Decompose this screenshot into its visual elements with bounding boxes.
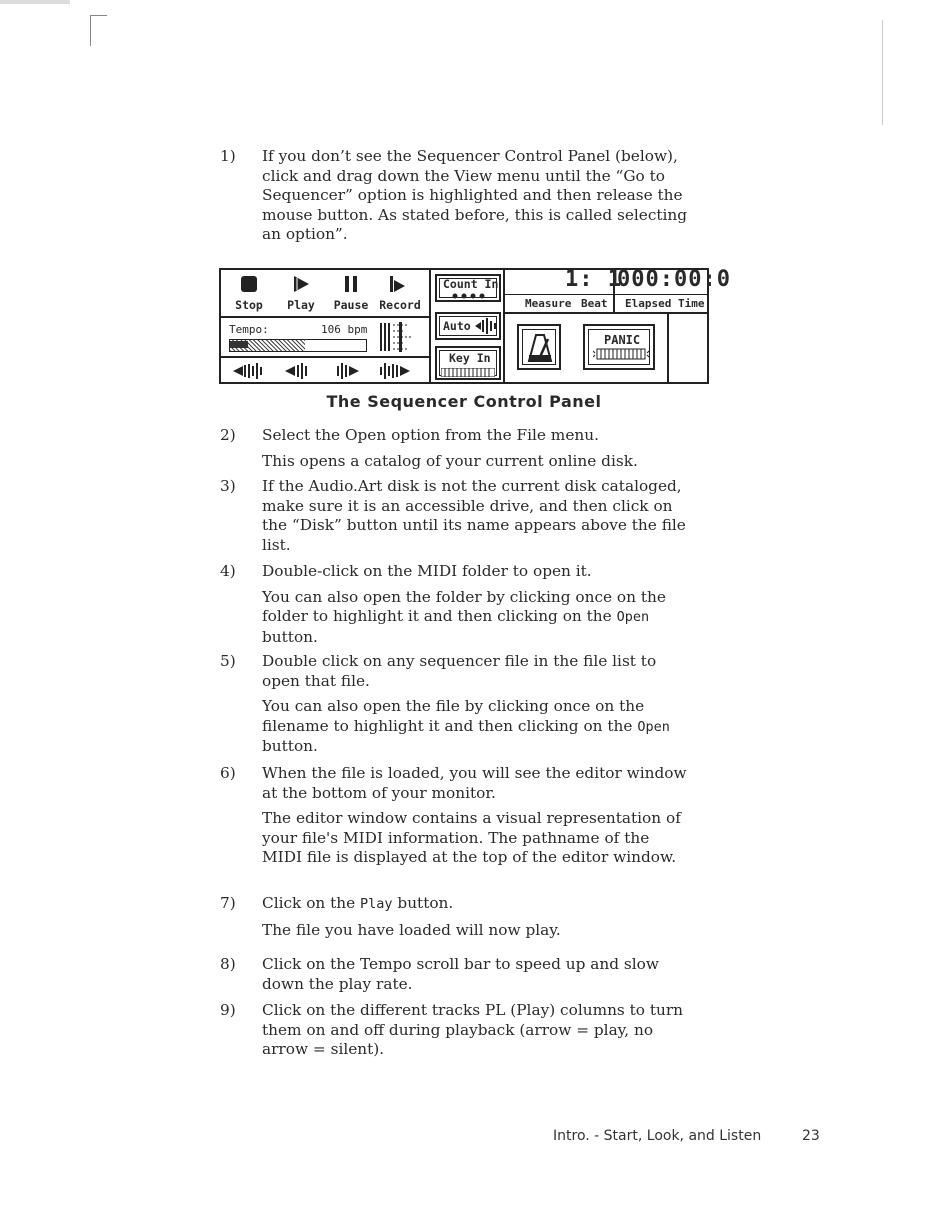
- step-text: Double-click on the MIDI folder to open it.: [262, 562, 592, 580]
- auto-wave-icon: [475, 318, 497, 334]
- keyboard-icon: [441, 368, 495, 377]
- panic-label: PANIC: [604, 333, 641, 347]
- step-number: 1): [220, 147, 236, 165]
- step-number: 5): [220, 652, 236, 670]
- step-number: 8): [220, 955, 236, 973]
- step-number: 4): [220, 562, 236, 580]
- key-in-button[interactable]: [435, 346, 501, 380]
- tempo-control: [221, 319, 431, 355]
- stop-button[interactable]: [223, 270, 275, 316]
- auto-label: Auto: [443, 319, 471, 333]
- rewind-fast-icon[interactable]: [233, 363, 267, 379]
- step-text: Click on the Tempo scroll bar to speed up and slow down the play rate.: [262, 955, 659, 993]
- step-number: 6): [220, 764, 236, 782]
- step-note: You can also open the folder by clicking once on the folder to highlight it and then clicking on the Open button.: [262, 587, 666, 646]
- tempo-value: 106 bpm: [321, 323, 368, 336]
- step-8: [220, 955, 690, 994]
- tempo-thumb[interactable]: [230, 341, 248, 348]
- scan-smudge: [0, 0, 70, 4]
- tempo-scroll-bar[interactable]: [229, 339, 367, 352]
- play-button[interactable]: [275, 270, 327, 316]
- step-text: Select the Open option from the File menu.: [262, 426, 599, 444]
- rewind-forward-controls: [221, 359, 431, 383]
- step-9: [220, 1001, 690, 1060]
- step-number: 9): [220, 1001, 236, 1019]
- beat-label: Beat: [581, 297, 608, 310]
- step-text: If the Audio.Art disk is not the current disk cataloged, make sure it is an accessible drive, and then click on the “Disk” button until its name appears above the file list.: [262, 477, 686, 554]
- step-text: When the file is loaded, you will see the editor window at the bottom of your monitor.: [262, 764, 687, 802]
- pause-button[interactable]: [325, 270, 377, 316]
- auto-button[interactable]: [435, 312, 501, 340]
- step-text: Click on the Play button.: [262, 894, 454, 912]
- step-5: [220, 652, 690, 757]
- key-in-label: Key In: [449, 351, 491, 365]
- step-2: [220, 426, 690, 471]
- forward-fast-icon[interactable]: [379, 363, 413, 379]
- figure-caption: The Sequencer Control Panel: [326, 392, 602, 411]
- step-number: 2): [220, 426, 236, 444]
- footer-section-title: Intro. - Start, Look, and Listen: [553, 1128, 762, 1144]
- forward-icon[interactable]: [335, 363, 369, 379]
- step-3: [220, 477, 690, 555]
- step-7: [220, 894, 690, 940]
- step-number: 7): [220, 894, 236, 912]
- transport-controls: [221, 270, 431, 316]
- count-in-label: Count In: [443, 277, 499, 291]
- play-icon: [291, 274, 311, 294]
- step-text: If you don’t see the Sequencer Control Panel (below), click and drag down the View menu until the “Go to Sequencer” option is highlighted and then release the mouse button. As stated before, this is called selecting an option”.: [262, 147, 688, 243]
- count-in-button[interactable]: [435, 274, 501, 302]
- crop-mark: [90, 15, 107, 46]
- tempo-meter-icon: [379, 321, 419, 353]
- play-button-ref: Play: [360, 896, 393, 912]
- count-dots-icon: [451, 293, 487, 299]
- metronome-button[interactable]: [517, 324, 561, 370]
- pause-icon: [341, 274, 361, 294]
- metronome-icon: [527, 333, 553, 363]
- panic-button[interactable]: [583, 324, 655, 370]
- panic-keyboard-icon: [593, 348, 649, 360]
- page-number: 23: [802, 1128, 820, 1144]
- measure-beat-readout: 1: 1: [565, 267, 622, 292]
- open-button-ref: Open: [637, 718, 670, 735]
- step-4: [220, 562, 690, 647]
- stop-icon: [239, 274, 259, 294]
- tempo-label: Tempo:: [229, 323, 269, 336]
- step-note: The editor window contains a visual representation of your file's MIDI information. The pathname of the MIDI file is displayed at the top of the editor window.: [262, 809, 681, 866]
- step-note: You can also open the file by clicking once on the filename to highlight it and then clicking on the Open button.: [262, 697, 670, 755]
- open-button-ref: Open: [616, 609, 650, 625]
- stop-label: Stop: [235, 298, 263, 312]
- sequencer-control-panel: [219, 267, 731, 384]
- elapsed-time-readout: 000:00:0: [617, 267, 731, 292]
- record-label: Record: [379, 298, 421, 312]
- play-label: Play: [287, 298, 315, 312]
- step-note: The file you have loaded will now play.: [262, 920, 561, 939]
- step-text: Click on the different tracks PL (Play) columns to turn them on and off during playback (arrow = play, no arrow = silent).: [262, 1001, 684, 1058]
- step-1: [220, 147, 690, 245]
- step-number: 3): [220, 477, 236, 495]
- record-button[interactable]: [371, 270, 429, 316]
- page-edge-line: [882, 20, 883, 125]
- record-icon: [387, 274, 407, 294]
- elapsed-time-label: Elapsed Time: [625, 297, 705, 310]
- step-text: Double click on any sequencer file in the file list to open that file.: [262, 652, 657, 690]
- step-6: [220, 764, 690, 868]
- pause-label: Pause: [333, 298, 369, 312]
- measure-label: Measure: [525, 297, 572, 310]
- rewind-icon[interactable]: [285, 363, 319, 379]
- step-note: This opens a catalog of your current online disk.: [262, 451, 638, 470]
